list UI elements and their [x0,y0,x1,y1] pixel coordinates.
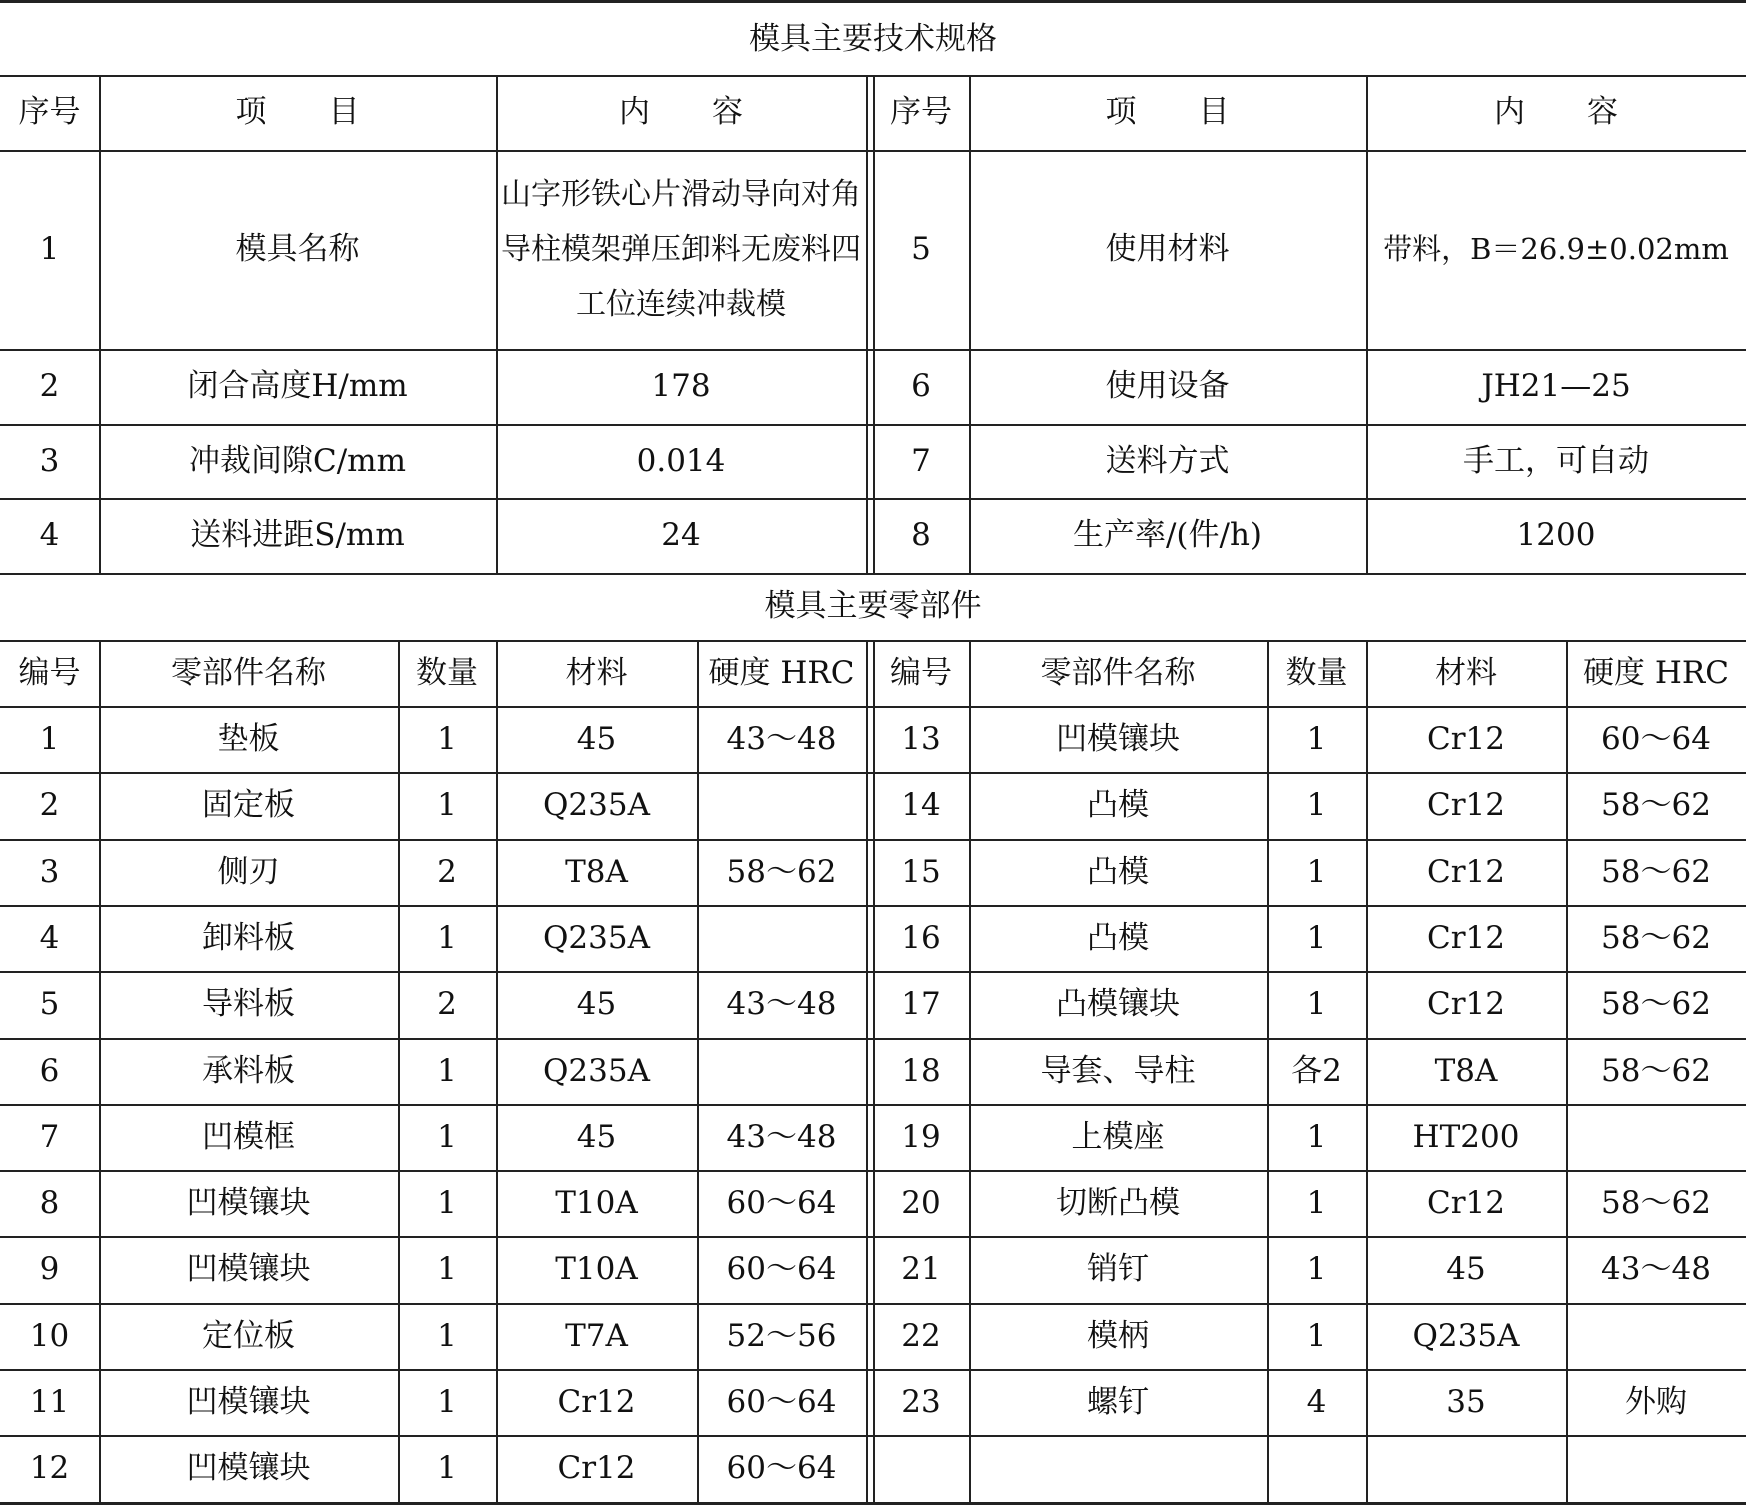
part-material: Cr12 [1427,720,1505,757]
spec-row-content: JH21—25 [1481,368,1631,404]
spec-header-0: 序号 [18,94,81,130]
spec-row-content: 1200 [1516,517,1596,553]
part-hardness [697,1038,866,1104]
spec-header-5: 内 容 [1494,94,1618,130]
part-number: 10 [29,1317,70,1354]
part-material: T7A [565,1317,628,1354]
part-hardness: 43～48 [726,1118,837,1155]
part-material: 35 [1446,1383,1486,1420]
part-number: 9 [39,1251,60,1287]
part-number: 2 [39,787,60,823]
part-quantity: 1 [1306,1184,1327,1221]
part-name: 凹模框 [202,1118,295,1155]
part-number: 21 [901,1251,941,1287]
part-number: 22 [901,1317,941,1354]
part-name: 卸料板 [202,919,295,956]
part-name: 承料板 [202,1052,295,1089]
part-hardness: 58～62 [1601,853,1711,890]
part-number: 3 [39,853,60,890]
part-name: 导套、导柱 [1040,1052,1196,1089]
spec-row-item: 生产率/(件/h) [1072,517,1263,553]
part-number: 7 [39,1118,60,1155]
part-quantity: 1 [1306,1118,1327,1155]
part-material [1366,1435,1566,1502]
part-hardness: 60～64 [726,1184,837,1221]
spec-row-number: 6 [911,368,931,404]
part-hardness [1566,1104,1746,1170]
part-quantity: 1 [437,1052,457,1089]
part-hardness: 58～62 [1601,1052,1711,1089]
spec-header-1: 项 目 [235,94,360,130]
part-hardness: 58～62 [1601,919,1711,956]
spec-row-content: 带料，B＝26.9±0.02mm [1383,232,1729,266]
part-number: 13 [901,720,941,757]
part-material: T8A [565,853,628,890]
part-name: 定位板 [202,1317,295,1354]
part-quantity: 1 [437,919,457,956]
spec-row-number: 1 [39,231,60,267]
spec-row-content: 24 [661,517,701,553]
part-material: Cr12 [1427,1184,1505,1221]
parts-header-part-quantity: 数量 [1285,654,1348,691]
part-hardness: 52～56 [726,1317,837,1354]
spec-row-number: 4 [39,517,60,553]
parts-header-part-quantity: 数量 [416,654,478,691]
part-name: 凸模 [1087,853,1149,890]
part-number: 17 [901,986,941,1022]
part-material: HT200 [1412,1118,1520,1155]
part-name: 螺钉 [1087,1383,1149,1420]
part-quantity: 1 [1306,1317,1327,1354]
part-number [873,1435,969,1502]
part-material: Q235A [543,1052,650,1089]
part-material: T10A [555,1184,638,1221]
part-number: 19 [901,1118,941,1155]
parts-header-part-name: 零部件名称 [171,654,326,691]
spec-row-item: 送料方式 [1105,442,1230,479]
part-quantity: 1 [1306,919,1327,956]
part-quantity: 1 [1306,1251,1327,1287]
part-name: 凹模镶块 [186,1184,311,1221]
part-quantity: 4 [1306,1383,1327,1420]
part-material: Q235A [543,919,650,956]
part-name: 侧刃 [217,853,280,890]
part-hardness: 58～62 [1601,1184,1711,1221]
part-hardness: 58～62 [1601,986,1711,1022]
part-name: 凹模镶块 [186,1251,311,1287]
part-quantity: 1 [1306,787,1327,823]
part-quantity: 1 [437,1118,457,1155]
part-number: 18 [901,1052,941,1089]
part-number: 1 [39,720,60,757]
parts-header-part-name: 零部件名称 [1040,654,1196,691]
part-material: Cr12 [557,1383,636,1420]
spec-row-item: 送料进距S/mm [190,517,405,553]
spec-row-item: 使用设备 [1105,368,1230,404]
part-material: Cr12 [1427,853,1505,890]
part-number: 23 [901,1383,941,1420]
spec-row-item: 冲裁间隙C/mm [189,442,406,479]
part-quantity: 1 [437,1450,457,1486]
part-quantity: 各2 [1291,1052,1342,1089]
part-hardness [697,905,866,971]
part-name: 凹模镶块 [186,1450,311,1486]
part-number: 14 [901,787,941,823]
part-name: 垫板 [217,720,280,757]
spec-row-number: 3 [39,442,60,479]
part-hardness: 58～62 [1601,787,1711,823]
spec-header-4: 项 目 [1105,94,1230,130]
part-number: 4 [39,919,60,956]
part-material: 45 [576,986,617,1022]
part-number: 16 [901,919,941,956]
part-name: 凸模 [1087,919,1149,956]
part-name: 导料板 [202,986,295,1022]
center-double-rule [866,75,868,573]
part-name: 凹模镶块 [186,1383,311,1420]
spec-row-content: 手工，可自动 [1463,442,1649,479]
part-quantity: 1 [437,1251,457,1287]
spec-row-item: 闭合高度H/mm [187,368,408,404]
spec-row-number: 7 [911,442,931,479]
part-name: 凹模镶块 [1056,720,1180,757]
part-material: Q235A [543,787,650,823]
part-hardness: 60～64 [1601,720,1711,757]
part-hardness: 60～64 [726,1251,837,1287]
part-hardness: 43～48 [726,720,837,757]
part-number: 11 [29,1383,70,1420]
part-number: 8 [39,1184,60,1221]
part-name: 销钉 [1087,1251,1149,1287]
part-hardness: 58～62 [726,853,837,890]
part-hardness [1566,1435,1746,1502]
part-name: 切断凸模 [1056,1184,1180,1221]
part-name: 凸模镶块 [1056,986,1180,1022]
part-name: 凸模 [1087,787,1149,823]
spec-row-item: 模具名称 [235,231,360,267]
part-material: Q235A [1412,1317,1520,1354]
part-quantity: 1 [437,1317,457,1354]
part-hardness: 43～48 [1601,1251,1711,1287]
part-material: Cr12 [557,1450,636,1486]
spec-row-number: 5 [911,231,931,267]
part-hardness [697,772,866,839]
part-material: Cr12 [1427,919,1505,956]
part-number: 12 [29,1450,70,1486]
spec-row-number: 8 [911,517,931,553]
part-hardness: 60～64 [726,1383,837,1420]
parts-header-part-number: 编号 [890,654,952,691]
spec-row-content: 178 [651,368,711,404]
part-material: 45 [576,720,617,757]
part-quantity [1267,1435,1366,1502]
part-number: 5 [39,986,60,1022]
part-hardness: 外购 [1625,1383,1687,1420]
part-quantity: 1 [437,787,457,823]
part-name: 上模座 [1071,1118,1165,1155]
parts-header-part-material: 材料 [1435,654,1497,691]
part-hardness: 60～64 [726,1450,837,1486]
part-quantity: 1 [437,1184,457,1221]
part-quantity: 1 [1306,986,1327,1022]
part-hardness [1566,1303,1746,1369]
part-quantity: 2 [437,986,457,1022]
spec-section-title: 模具主要技术规格 [749,21,997,57]
part-material: 45 [1446,1251,1486,1287]
part-quantity: 2 [437,853,457,890]
parts-header-part-hardness: 硬度 HRC [708,654,855,691]
part-material: 45 [576,1118,617,1155]
spec-header-2: 内 容 [619,94,743,130]
part-quantity: 1 [437,720,457,757]
spec-row-number: 2 [39,368,60,404]
spec-row-content: 山字形铁心片滑动导向对角导柱模架弹压卸料无废料四工位连续冲裁模 [501,177,861,322]
spec-header-3: 序号 [890,94,952,130]
parts-header-part-number: 编号 [18,654,81,691]
part-quantity: 1 [1306,853,1327,890]
part-name [969,1435,1267,1502]
parts-section-title: 模具主要零部件 [764,588,982,624]
part-number: 20 [901,1184,941,1221]
part-number: 15 [901,853,941,890]
part-material: Cr12 [1427,986,1505,1022]
parts-header-part-hardness: 硬度 HRC [1583,654,1729,691]
part-hardness: 43～48 [726,986,837,1022]
spec-row-item: 使用材料 [1105,231,1230,267]
parts-header-part-material: 材料 [565,654,628,691]
part-name: 固定板 [202,787,295,823]
spec-row-content: 0.014 [636,442,726,479]
part-quantity: 1 [1306,720,1327,757]
part-number: 6 [39,1052,60,1089]
part-material: Cr12 [1427,787,1505,823]
part-material: T10A [555,1251,638,1287]
center-double-rule [866,640,868,1502]
part-material: T8A [1434,1052,1498,1089]
part-name: 模柄 [1087,1317,1149,1354]
part-quantity: 1 [437,1383,457,1420]
